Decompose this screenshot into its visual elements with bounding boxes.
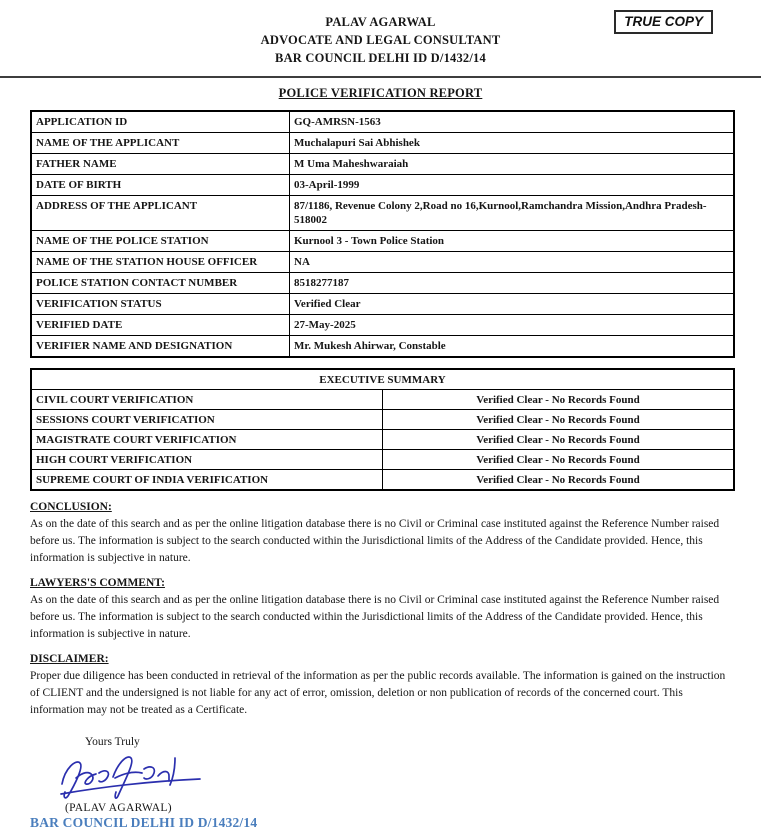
table-row <box>31 196 734 231</box>
detail-label: DATE OF BIRTH <box>31 175 290 196</box>
summary-value: Verified Clear - No Records Found <box>383 430 735 450</box>
table-row <box>31 133 734 154</box>
summary-label: SESSIONS COURT VERIFICATION <box>31 410 383 430</box>
detail-label: POLICE STATION CONTACT NUMBER <box>31 273 290 294</box>
true-copy-stamp-text: TRUE COPY <box>624 14 703 29</box>
document-title: POLICE VERIFICATION REPORT <box>278 86 483 100</box>
letterhead-advocate-title: ADVOCATE AND LEGAL CONSULTANT <box>260 33 501 47</box>
conclusion-body: As on the date of this search and as per the online litigation database there is no Civil or Criminal case instituted against the Reference Number raised before us. The information is subject to the search conducted within the Jurisdictional limits of the Address of the Candidate provided. Hence, this information is subjective in nature. <box>30 518 720 564</box>
detail-label: NAME OF THE STATION HOUSE OFFICER <box>31 252 290 273</box>
table-row <box>31 369 734 390</box>
detail-label: VERIFICATION STATUS <box>31 294 290 315</box>
detail-label: ADDRESS OF THE APPLICANT <box>31 196 290 231</box>
executive-summary-table <box>30 368 735 491</box>
detail-value: Muchalapuri Sai Abhishek <box>290 133 735 154</box>
detail-value: M Uma Maheshwaraiah <box>290 154 735 175</box>
detail-value: 8518277187 <box>290 273 735 294</box>
detail-value: 87/1186, Revenue Colony 2,Road no 16,Kurnool,Ramchandra Mission,Andhra Pradesh-518002 <box>290 196 735 231</box>
detail-value: GQ-AMRSN-1563 <box>290 111 735 133</box>
table-row <box>31 294 734 315</box>
summary-value: Verified Clear - No Records Found <box>383 450 735 470</box>
section-conclusion <box>0 501 761 567</box>
summary-label: MAGISTRATE COURT VERIFICATION <box>31 430 383 450</box>
table-row <box>31 111 734 133</box>
detail-value: NA <box>290 252 735 273</box>
detail-label: VERIFIER NAME AND DESIGNATION <box>31 336 290 358</box>
table-row <box>31 175 734 196</box>
detail-value: Verified Clear <box>290 294 735 315</box>
summary-label: CIVIL COURT VERIFICATION <box>31 390 383 410</box>
disclaimer-body: Proper due diligence has been conducted in retrieval of the information as per the public records available. The information is gained on the instruction of CLIENT and the undersigned is not liable for any act of error, omission, deletion or non publication of records of the concerned court. This information may not be treated as a Certificate. <box>30 670 726 716</box>
table-row <box>31 154 734 175</box>
lawyers-comment-heading: LAWYERS'S COMMENT: <box>30 577 165 589</box>
detail-value: Kurnool 3 - Town Police Station <box>290 231 735 252</box>
detail-label: APPLICATION ID <box>31 111 290 133</box>
table-row <box>31 273 734 294</box>
detail-label: NAME OF THE POLICE STATION <box>31 231 290 252</box>
summary-value: Verified Clear - No Records Found <box>383 470 735 491</box>
detail-label: FATHER NAME <box>31 154 290 175</box>
executive-summary-heading: EXECUTIVE SUMMARY <box>31 369 734 390</box>
table-row <box>31 252 734 273</box>
detail-label: VERIFIED DATE <box>31 315 290 336</box>
detail-value: 27-May-2025 <box>290 315 735 336</box>
table-row <box>31 470 734 491</box>
table-row <box>31 390 734 410</box>
applicant-details-table <box>30 110 735 358</box>
letterhead-bar-council-id: BAR COUNCIL DELHI ID D/1432/14 <box>275 51 486 65</box>
handwritten-signature <box>52 750 222 802</box>
signatory-name: (PALAV AGARWAL) <box>65 802 172 814</box>
detail-label: NAME OF THE APPLICANT <box>31 133 290 154</box>
summary-label: HIGH COURT VERIFICATION <box>31 450 383 470</box>
table-row <box>31 336 734 358</box>
true-copy-stamp <box>614 10 713 34</box>
summary-value: Verified Clear - No Records Found <box>383 390 735 410</box>
header-divider <box>0 76 761 78</box>
section-disclaimer <box>0 653 761 719</box>
lawyers-comment-body: As on the date of this search and as per the online litigation database there is no Civil or Criminal case instituted against the Reference Number raised before us. The information is subject to the search conducted within the Jurisdictional limits of the Address of the Candidate provided. Hence, this information is subjective in nature. <box>30 594 720 640</box>
table-row <box>31 231 734 252</box>
table-row <box>31 450 734 470</box>
detail-value: Mr. Mukesh Ahirwar, Constable <box>290 336 735 358</box>
detail-value: 03-April-1999 <box>290 175 735 196</box>
letterhead-advocate-name: PALAV AGARWAL <box>325 15 436 29</box>
signatory-bar-council-id: BAR COUNCIL DELHI ID D/1432/14 <box>30 815 258 830</box>
section-lawyers-comment <box>0 577 761 643</box>
table-row <box>31 430 734 450</box>
closing-salutation: Yours Truly <box>85 736 140 748</box>
conclusion-heading: CONCLUSION: <box>30 501 112 513</box>
table-row <box>31 410 734 430</box>
summary-value: Verified Clear - No Records Found <box>383 410 735 430</box>
table-row <box>31 315 734 336</box>
disclaimer-heading: DISCLAIMER: <box>30 653 109 665</box>
summary-label: SUPREME COURT OF INDIA VERIFICATION <box>31 470 383 491</box>
